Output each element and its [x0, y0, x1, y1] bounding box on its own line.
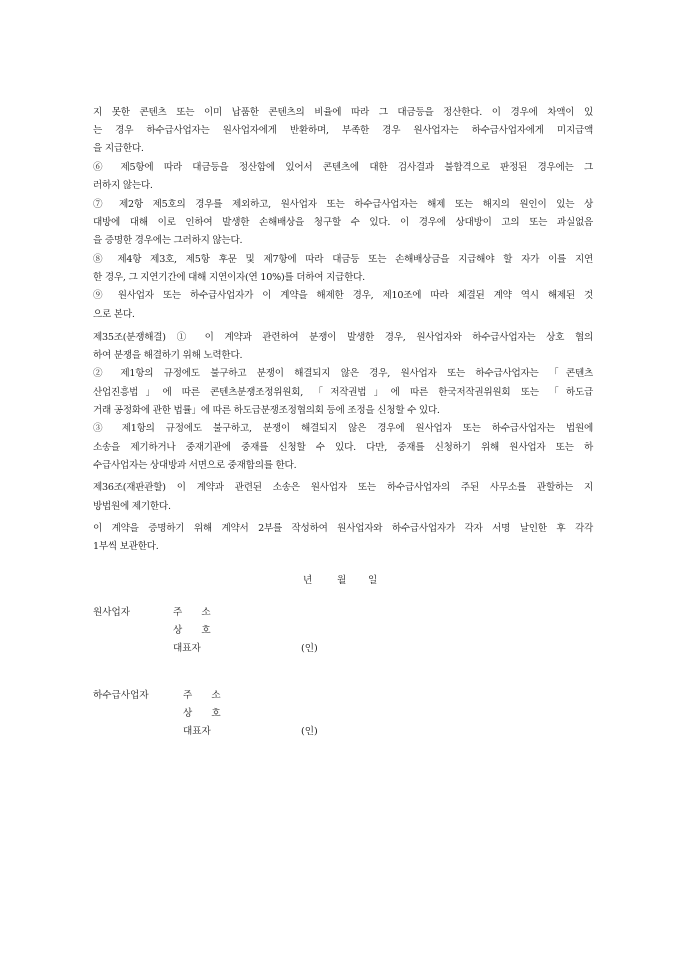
body-text-line: 러하지 않는다.: [93, 180, 153, 191]
date-day-label: 일: [368, 575, 378, 586]
body-text-line: 을 지급한다.: [93, 143, 144, 154]
body-text-line: ③ 제1항의 규정에도 불구하고, 분쟁이 해결되지 않은 경우에 원사업자 또는 하수급사업자는 법원에: [93, 423, 593, 434]
body-text-line: ⑦ 제2항 제5호의 경우를 제외하고, 원사업자 또는 하수급사업자는 해제 또는 해지의 원인이 있는 상: [93, 199, 593, 210]
body-text-line: 으로 본다.: [93, 309, 135, 320]
body-text-line: ⑧ 제4항 제3호, 제5항 후문 및 제7항에 따라 대금등 또는 손해배상금을 지급해야 할 자가 이를 지연: [93, 254, 593, 265]
representative-label: 대표자: [183, 726, 211, 737]
body-text-line: 는 경우 하수급사업자는 원사업자에게 반환하며, 부족한 경우 원사업자는 하수급사업자에게 미지급액: [93, 125, 593, 136]
body-text-line: 제36조(재판관할) 이 계약과 관련된 소송은 원사업자 또는 하수급사업자의 주된 사무소를 관할하는 지: [93, 482, 593, 493]
body-text-line: 이 계약을 증명하기 위해 계약서 2부를 작성하여 원사업자와 하수급사업자가 각자 서명 날인한 후 각각: [93, 523, 593, 534]
seal-mark: (인): [301, 726, 318, 737]
date-year-label: 년: [303, 575, 313, 586]
date-month-label: 월: [337, 575, 347, 586]
body-text-line: 제35조(분쟁해결) ① 이 계약과 관련하여 분쟁이 발생한 경우, 원사업자와 하수급사업자는 상호 협의: [93, 332, 593, 343]
representative-label: 대표자: [173, 643, 201, 654]
body-text-line: 1부씩 보관한다.: [93, 541, 159, 552]
body-text-line: 대방에 대해 이로 인하여 발생한 손해배상을 청구할 수 있다. 이 경우에 상대방이 고의 또는 과실없음: [93, 217, 593, 228]
body-text-line: 방법원에 제기한다.: [93, 501, 171, 512]
signatory-role: 원사업자: [93, 607, 131, 618]
body-text-line: ⑨ 원사업자 또는 하수급사업자가 이 계약을 해제한 경우, 제10조에 따라 체결된 계약 역시 해제된 것: [93, 290, 593, 301]
company-name-label: 상 호: [183, 708, 229, 719]
body-text-line: 거래 공정화에 관한 법률」에 따른 하도급분쟁조정협의회 등에 조정을 신청할 수 있다.: [93, 405, 440, 416]
address-label: 주 소: [183, 690, 229, 701]
body-text-line: 하여 분쟁을 해결하기 위해 노력한다.: [93, 350, 243, 361]
seal-mark: (인): [301, 643, 318, 654]
company-name-label: 상 호: [173, 625, 219, 636]
body-text-line: 지 못한 콘텐츠 또는 이미 납품한 콘텐츠의 비율에 따라 그 대금등을 정산한다. 이 경우에 차액이 있: [93, 107, 593, 118]
body-text-line: 소송을 제기하거나 중재기관에 중재를 신청할 수 있다. 다만, 중재를 신청하기 위해 원사업자 또는 하: [93, 442, 593, 453]
body-text-line: ② 제1항의 규정에도 불구하고 분쟁이 해결되지 않은 경우, 원사업자 또는 하수급사업자는 「콘텐츠: [93, 368, 593, 379]
body-text-line: ⑥ 제5항에 따라 대금등을 정산함에 있어서 콘텐츠에 대한 검사결과 불합격으로 판정된 경우에는 그: [93, 162, 593, 173]
body-text-line: 을 증명한 경우에는 그러하지 않는다.: [93, 235, 243, 246]
body-text-line: 수급사업자는 상대방과 서면으로 중재합의를 한다.: [93, 460, 297, 471]
body-text-line: 산업진흥법」에 따른 콘텐츠분쟁조정위원회, 「저작권법」에 따른 한국저작권위원회 또는 「하도급: [93, 387, 593, 398]
address-label: 주 소: [173, 607, 219, 618]
signatory-role: 하수급사업자: [93, 690, 149, 701]
body-text-line: 한 경우, 그 지연기간에 대해 지연이자(연 10%)를 더하여 지급한다.: [93, 272, 365, 283]
